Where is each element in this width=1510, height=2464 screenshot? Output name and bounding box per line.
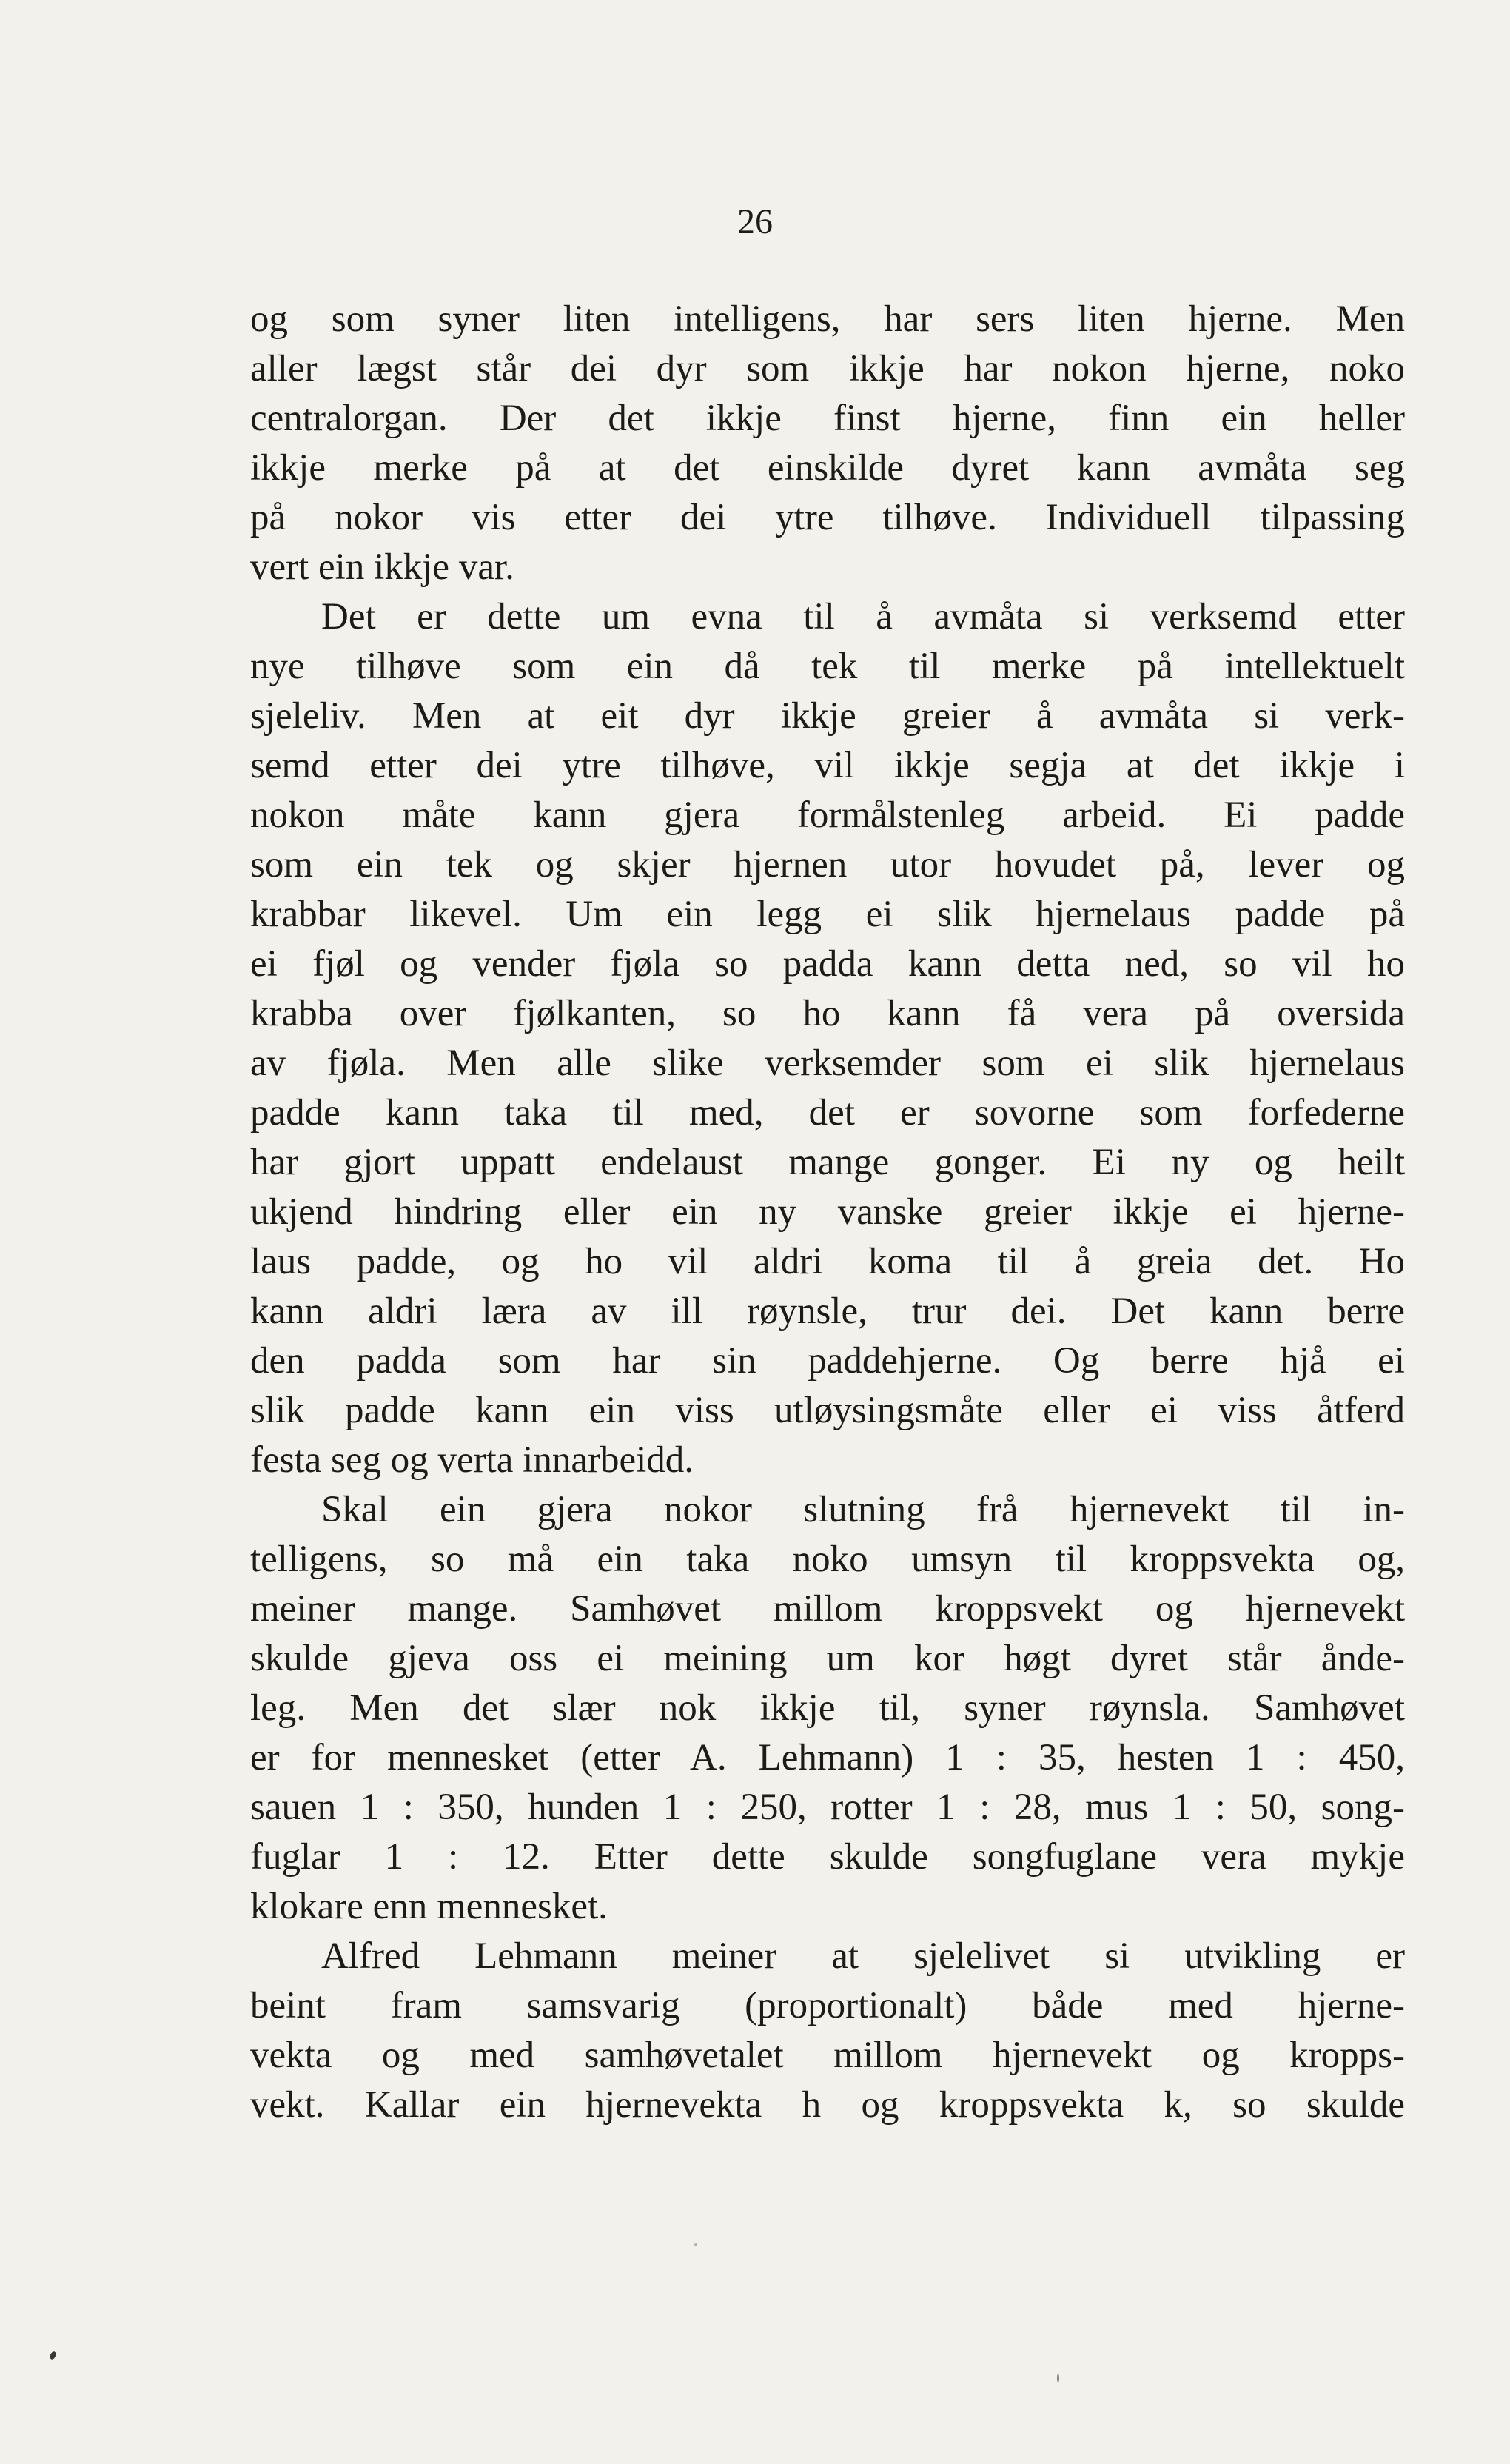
text-line: festa seg og verta innarbeidd. [250,1439,694,1481]
text-line: centralorgan. Der det ikkje finst hjerne, finn ein heller [250,398,1405,439]
text-line: telligens, so må ein taka noko umsyn til kroppsvekta og, [250,1539,1405,1580]
text-line: Alfred Lehmann meiner at sjelelivet si utvikling er [321,1935,1405,1977]
text-line: laus padde, og ho vil aldri koma til å greia det. Ho [250,1241,1405,1282]
text-line: krabba over fjølkanten, so ho kann få vera på oversida [250,993,1405,1034]
text-line: skulde gjeva oss ei meining um kor høgt dyret står ånde- [250,1638,1405,1679]
text-line: den padda som har sin paddehjerne. Og berre hjå ei [250,1340,1405,1382]
text-line: ikkje merke på at det einskilde dyret kann avmåta seg [250,447,1405,489]
text-line: nye tilhøve som ein då tek til merke på intellektuelt [250,646,1405,687]
ink-speck [1057,2374,1059,2383]
text-line: er for mennesket (etter A. Lehmann) 1 : 35, hesten 1 : 450, [250,1737,1405,1778]
text-line: semd etter dei ytre tilhøve, vil ikkje segja at det ikkje i [250,745,1405,786]
text-line: fuglar 1 : 12. Etter dette skulde songfuglane vera mykje [250,1836,1405,1878]
text-line: ukjend hindring eller ein ny vanske greier ikkje ei hjerne- [250,1191,1405,1233]
text-line: vekta og med samhøvetalet millom hjernevekt og kropps- [250,2035,1405,2076]
text-line: sjeleliv. Men at eit dyr ikkje greier å avmåta si verk- [250,695,1405,737]
text-line: meiner mange. Samhøvet millom kroppsvekt og hjernevekt [250,1588,1405,1630]
text-line: ei fjøl og vender fjøla so padda kann detta ned, so vil ho [250,943,1405,985]
text-line: Skal ein gjera nokor slutning frå hjernevekt til in- [321,1489,1405,1530]
text-line: nokon måte kann gjera formålstenleg arbeid. Ei padde [250,794,1405,836]
text-line: vekt. Kallar ein hjernevekta h og kroppsvekta k, so skulde [250,2084,1405,2126]
text-line: klokare enn mennesket. [250,1886,608,1927]
text-line: som ein tek og skjer hjernen utor hovudet på, lever og [250,844,1405,886]
text-line: og som syner liten intelligens, har sers liten hjerne. Men [250,298,1405,340]
text-line: padde kann taka til med, det er sovorne som forfederne [250,1092,1405,1134]
text-line: kann aldri læra av ill røynsle, trur dei. Det kann berre [250,1290,1405,1332]
text-line: har gjort uppatt endelaust mange gonger. Ei ny og heilt [250,1142,1405,1183]
text-line: sauen 1 : 350, hunden 1 : 250, rotter 1 : 28, mus 1 : 50, song- [250,1787,1405,1828]
body-text [250,295,1405,2130]
page-number: 26 [737,202,773,241]
text-line: på nokor vis etter dei ytre tilhøve. Individuell tilpassing [250,497,1405,538]
text-line: slik padde kann ein viss utløysingsmåte eller ei viss åtferd [250,1390,1405,1431]
text-line: vert ein ikkje var. [250,546,514,588]
ink-speck [49,2351,57,2360]
text-line: krabbar likevel. Um ein legg ei slik hjernelaus padde på [250,894,1405,935]
text-line: av fjøla. Men alle slike verksemder som ei slik hjernelaus [250,1042,1405,1084]
text-line: Det er dette um evna til å avmåta si verksemd etter [321,596,1405,637]
ink-speck [694,2243,697,2246]
text-line: aller lægst står dei dyr som ikkje har nokon hjerne, noko [250,348,1405,389]
text-line: beint fram samsvarig (proportionalt) både med hjerne- [250,1985,1405,2026]
text-line: leg. Men det slær nok ikkje til, syner røynsla. Samhøvet [250,1687,1405,1729]
